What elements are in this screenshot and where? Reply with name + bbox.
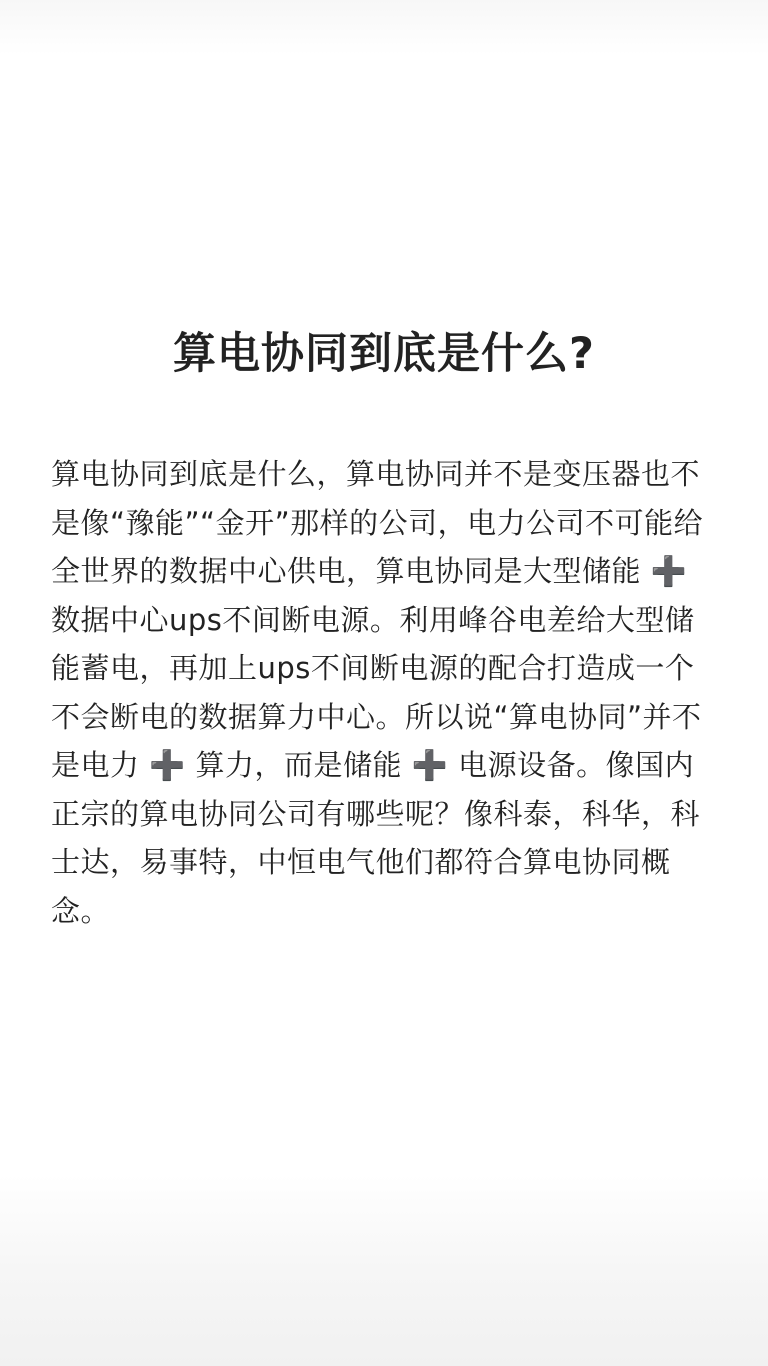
article-body: 算电协同到底是什么，算电协同并不是变压器也不是像“豫能”“金开”那样的公司，电力公司不可能给全世界的数据中心供电，算电协同是大型储能 ➕ 数据中心ups不间断电源。利用峰谷电差给大型储能蓄电，再加上ups不间断电源的配合打造成一个不会断电的数据算力中心。所以说“算电协同”并不是电力 ➕ 算力，而是储能 ➕ 电源设备。像国内正宗的算电协同公司有哪些呢？像科泰，科华，科士达，易事特，中恒电气他们都符合算电协同概念。 — [51, 457, 704, 928]
article-title: 算电协同到底是什么? — [173, 329, 595, 379]
